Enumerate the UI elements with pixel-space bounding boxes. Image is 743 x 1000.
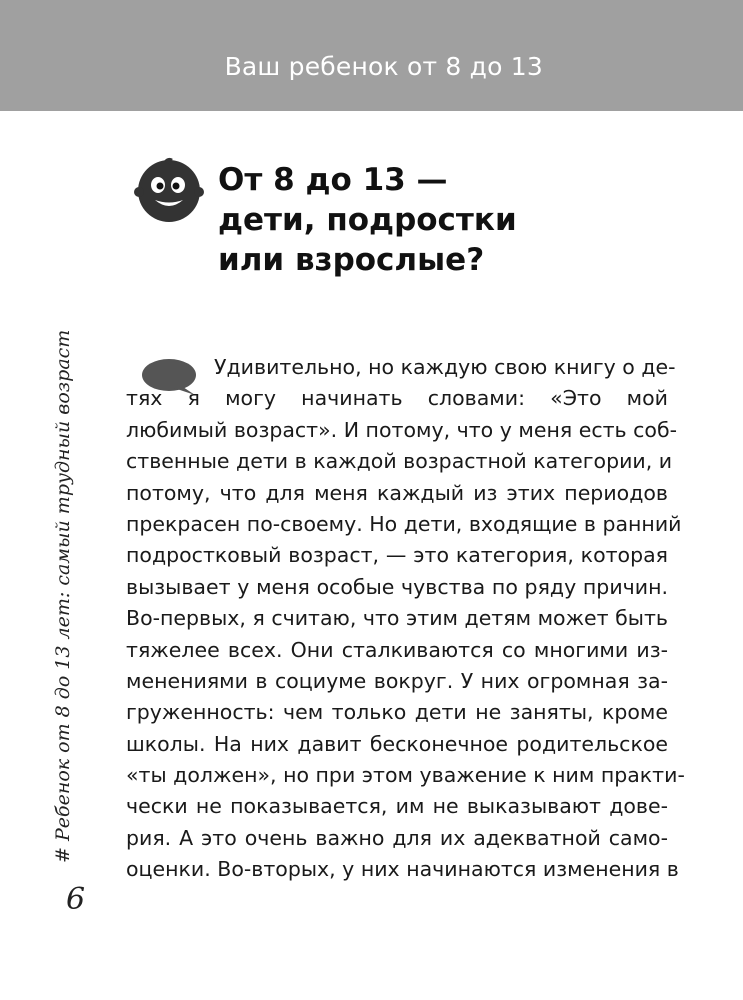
body-line: любимый возраст». И потому, что у меня есть соб- [126, 417, 677, 442]
body-line: «ты должен», но при этом уважение к ним практи- [126, 763, 685, 788]
body-line: вызывает у меня особые чувства по ряду причин. [126, 574, 668, 599]
body-line: чески не показывается, им не выказывают дове- [126, 794, 668, 819]
body-line: прекрасен по-своему. Но дети, входящие в ранний [126, 511, 682, 536]
body-line: тях я могу начинать словами: «Это мой [126, 386, 668, 411]
body-line: ственные дети в каждой возрастной категории, и [126, 449, 673, 474]
book-title-side-caption: # Ребенок от 8 до 13 лет: самый трудный возраст [52, 329, 74, 863]
body-line: подростковый возраст, — это категория, которая [126, 543, 668, 568]
body-line: менениями в социуме вокруг. У них огромная за- [126, 668, 668, 693]
body-line: рия. А это очень важно для их адекватной само- [126, 825, 668, 850]
body-line: груженность: чем только дети не заняты, кроме [126, 700, 668, 725]
chapter-title-line-2: дети, подростки [218, 202, 517, 238]
body-paragraph [126, 352, 685, 886]
page-number: 6 [66, 882, 86, 917]
body-line: Удивительно, но каждую свою книгу о де- [214, 355, 676, 379]
running-header-title: Ваш ребенок от 8 до 13 [224, 52, 543, 81]
body-line: школы. На них давит бесконечное родительское [126, 731, 668, 756]
body-line: потому, что для меня каждый из этих периодов [126, 480, 668, 505]
smiling-child-face-icon [134, 154, 204, 224]
page-header-band [0, 0, 743, 111]
chapter-title [218, 160, 517, 280]
body-line: тяжелее всех. Они сталкиваются со многими из- [126, 637, 668, 662]
body-line: Во-первых, я считаю, что этим детям может быть [126, 606, 668, 631]
body-line: оценки. Во-вторых, у них начинаются изменения в [126, 857, 679, 882]
side-caption-container [44, 328, 94, 868]
chapter-title-line-3: или взрослые? [218, 242, 485, 278]
chapter-title-line-1: От 8 до 13 — [218, 162, 448, 198]
